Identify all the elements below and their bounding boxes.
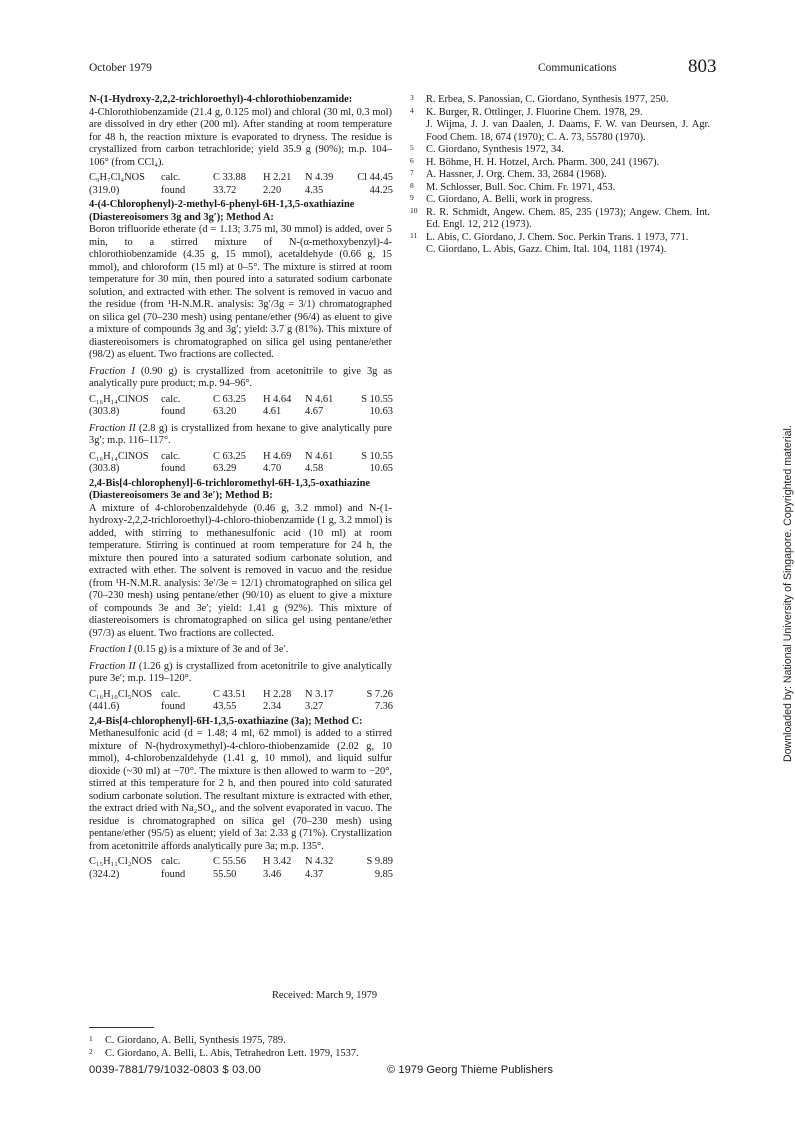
analysis-cell: 2.34	[263, 701, 282, 712]
analysis-cell: calc.	[161, 172, 181, 183]
reference-text: M. Schlosser, Bull. Soc. Chim. Fr. 1971, 453.	[426, 181, 616, 193]
elemental-analysis	[89, 856, 392, 881]
running-header-date: October 1979	[89, 62, 152, 74]
analysis-cell: found	[161, 463, 186, 474]
download-watermark	[768, 332, 794, 762]
fraction-label: Fraction I	[89, 644, 132, 655]
section-heading: N-(1-Hydroxy-2,2,2-trichloroethyl)-4-chlorothiobenzamide:	[89, 94, 353, 105]
analysis-cell: N 4.39	[305, 172, 334, 183]
analysis-cell: (303.8)	[89, 463, 120, 474]
fraction-label: Fraction I	[89, 365, 135, 377]
analysis-cell: S 7.26	[366, 688, 393, 700]
footnote-1	[89, 1035, 286, 1048]
reference-text: R. Erbea, S. Panossian, C. Giordano, Synthesis 1977, 250.	[426, 94, 669, 105]
elemental-analysis	[89, 689, 392, 714]
reference-item	[410, 157, 710, 170]
analysis-cell: H 3.42	[263, 856, 292, 867]
fraction-paragraph	[89, 366, 392, 391]
reference-mark: 11	[410, 230, 418, 240]
analysis-cell: 4.67	[305, 406, 324, 417]
reference-item	[410, 94, 710, 107]
analysis-cell: calc.	[161, 856, 181, 867]
analysis-cell: N 3.17	[305, 688, 334, 700]
analysis-cell: found	[161, 868, 186, 880]
analysis-cell: S 9.89	[366, 856, 393, 867]
download-watermark-text: Downloaded by: National University of Singapore. Copyrighted material.	[782, 425, 794, 762]
reference-mark: 6	[410, 155, 414, 165]
reference-mark: 4	[410, 105, 414, 115]
reference-mark: 9	[410, 193, 414, 202]
reference-text: A. Hassner, J. Org. Chem. 33, 2684 (1968).	[426, 169, 607, 180]
analysis-cell: 9.85	[374, 868, 393, 880]
fraction-paragraph	[89, 644, 392, 657]
fraction-paragraph	[89, 661, 392, 686]
received-date: Received: March 9, 1979	[272, 990, 378, 1001]
reference-text: H. Böhme, H. H. Hotzel, Arch. Pharm. 300, 241 (1967).	[426, 156, 660, 168]
analysis-cell: 4.70	[263, 463, 282, 474]
copyright-notice: © 1979 Georg Thieme Publishers	[387, 1064, 553, 1076]
analysis-cell: 4.58	[305, 463, 324, 474]
analysis-cell: (303.8)	[89, 406, 120, 417]
analysis-cell: calc.	[161, 450, 181, 462]
right-column	[410, 94, 710, 257]
section-heading: 2,4-Bis[4-chlorophenyl]-6-trichloromethyl-6H-1,3,5-oxathiazine (Diastereoisomers 3e and 3e′); Method B:	[89, 477, 370, 501]
reference-item	[410, 107, 710, 120]
body-paragraph: Methanesulfonic acid (d = 1.48; 4 ml, 62 mmol) is added to a stirred mixture of N-(hydroxymethyl)-4-chloro-thiobenzamide (2.02 g, 10 mmol), 4-chlorobenzaldehyde (1.41 g, 10 mmol), and liquid sulfur dioxide (~30 ml) at −70°. The mixture is then allowed to warm to −20°, stirred at this temperature for 2 h, and then poured into cold saturated sodium carbonate solution. The resultant mixture is extracted with ether, the extract dried with Na₂SO₄, and the solvent evaporated in vacuo. The residue is chromatographed on silica gel (70–230 mesh) using pentane/ether (95/5) as eluent; yield of 3a: 2.33 g (71%). Crystallization from acetonitrile affords analytically pure 3a; m.p. 135°.	[89, 728, 392, 852]
analysis-cell: Cl 44.45	[357, 172, 393, 183]
analysis-cell: 2.20	[263, 184, 282, 196]
analysis-cell: (324.2)	[89, 868, 120, 880]
running-header-section: Communications	[538, 62, 617, 74]
analysis-cell: N 4.61	[305, 450, 334, 462]
reference-text: C. Giordano, L. Abis, Gazz. Chim. Ital. 104, 1181 (1974).	[426, 244, 667, 255]
footnote-mark: 1	[89, 1034, 93, 1043]
analysis-cell: (441.6)	[89, 701, 120, 712]
analysis-cell: N 4.61	[305, 393, 334, 405]
reference-list	[410, 94, 710, 257]
fraction-text: (1.26 g) is crystallized from acetonitrile to give analytically pure 3e′; m.p. 119–120°.	[89, 660, 392, 684]
analysis-cell: C 43.51	[213, 688, 246, 700]
analysis-cell: 33.72	[213, 184, 237, 196]
analysis-cell: C 33.88	[213, 172, 246, 183]
reference-item	[410, 232, 710, 245]
footnote-mark: 2	[89, 1047, 93, 1056]
analysis-cell: found	[161, 184, 186, 196]
reference-mark: 10	[410, 205, 418, 215]
reference-text: C. Giordano, Synthesis 1972, 34.	[426, 144, 564, 155]
analysis-cell: 4.61	[263, 406, 282, 417]
reference-item	[410, 207, 710, 232]
analysis-cell: C₁₆H₁₀Cl₅NOS	[89, 688, 153, 700]
analysis-cell: H 2.28	[263, 688, 292, 700]
reference-text: K. Burger, R. Ottlinger, J. Fluorine Chem. 1978, 29.	[426, 106, 643, 118]
analysis-cell: calc.	[161, 688, 181, 700]
elemental-analysis	[89, 451, 392, 476]
analysis-cell: 4.35	[305, 184, 324, 196]
elemental-analysis	[89, 394, 392, 419]
footnote-2	[89, 1048, 359, 1061]
analysis-cell: C 63.25	[213, 450, 246, 462]
reference-item	[410, 144, 710, 157]
analysis-cell: C₁₅H₁₁Cl₂NOS	[89, 856, 153, 867]
section-heading: 4-(4-Chlorophenyl)-2-methyl-6-phenyl-6H-1,3,5-oxathiazine (Diastereoisomers 3g and 3g′); Method A:	[89, 199, 355, 223]
reference-text: J. Wijma, J. J. van Daalen, J. Daams, F. W. van Deursen, J. Agr. Food Chem. 18, 674 (1970); C. A. 73, 55780 (1970).	[426, 119, 710, 143]
fraction-paragraph	[89, 423, 392, 448]
section-heading: 2,4-Bis[4-chlorophenyl]-6H-1,3,5-oxathiazine (3a); Method C:	[89, 715, 363, 727]
fraction-text: (0.15 g) is a mixture of 3e and of 3e′.	[131, 644, 289, 655]
analysis-cell: 55.50	[213, 868, 237, 880]
footnote-rule	[89, 1027, 154, 1028]
fraction-label: Fraction II	[89, 422, 136, 434]
analysis-cell: H 2.21	[263, 172, 292, 183]
reference-mark: 8	[410, 180, 414, 190]
analysis-cell: 63.29	[213, 463, 237, 474]
body-paragraph: 4-Chlorothiobenzamide (21.4 g, 0.125 mol) and chloral (30 ml, 0.3 mol) are dissolved in dry ether (200 ml). After standing at room temperature for 48 h, the reaction mixture is evaporated to dryness. The residue is crystallized from carbon tetrachloride; yield 35.9 g (90%); m.p. 104–106° (from CCl₄).	[89, 106, 392, 168]
analysis-cell: calc.	[161, 393, 181, 405]
analysis-cell: 10.65	[369, 463, 393, 474]
footnote-text: C. Giordano, A. Belli, Synthesis 1975, 789.	[105, 1035, 286, 1046]
analysis-cell: 3.46	[263, 868, 282, 880]
analysis-cell: H 4.69	[263, 450, 292, 462]
analysis-cell: 44.25	[369, 184, 393, 196]
analysis-cell: found	[161, 406, 186, 417]
reference-item	[410, 169, 710, 182]
analysis-cell: found	[161, 701, 186, 712]
footnote-text: C. Giordano, A. Belli, L. Abis, Tetrahedron Lett. 1979, 1537.	[105, 1048, 359, 1059]
analysis-cell: 3.27	[305, 701, 324, 712]
analysis-cell: H 4.64	[263, 393, 292, 405]
reference-item	[410, 194, 710, 207]
fraction-text: (0.90 g) is crystallized from acetonitrile to give 3g as analytically pure product; m.p. 94–96°.	[89, 365, 393, 389]
analysis-cell: C₁₆H₁₄ClNOS	[89, 450, 149, 462]
body-paragraph: A mixture of 4-chlorobenzaldehyde (0.46 g, 3.2 mmol) and N-(1-hydroxy-2,2,2-trichloroethyl)-4-chloro-thiobenzamide (1 g, 3.2 mmol) is added, with stirring to methanesulfonic acid (10 ml) at room temperature. Stirring is continued at room temperature for 24 h, the mixture then poured into a saturated sodium carbonate solution, and extracted with ether. The solvent is removed in vacuo and the residue (from ¹H-N.M.R. analysis: 3e′/3e = 12/1) chromatographed on silica gel (70–230 mesh) using pentane/ether (90/10) as eluent to give a mixture of compounds 3e and 3e′; yield: 1.41 g (92%). This mixture of diastereoisomers is chromatographed on silica gel using pentane/ether (97/3) as eluent. Two fractions are collected.	[89, 502, 392, 639]
analysis-cell: C₁₆H₁₄ClNOS	[89, 393, 149, 405]
body-paragraph: Boron trifluoride etherate (d = 1.13; 3.75 ml, 30 mmol) is added, over 5 min, to a stirred mixture of N-(α-methoxybenzyl)-4-chlorothiobenzamide (4.35 g, 15 mmol), acetaldehyde (0.66 g, 15 mmol), and chloroform (15 ml) at 0–5°. The mixture is stirred at room temperature for 30 min, then poured into a saturated sodium carbonate solution, and extracted with ether. The solvent is removed in vacuo and the residue (from ¹H-N.M.R. analysis: 3g′/3g = 3/1) chromatographed on silica gel (70–230 mesh) using pentane/ether (96/4) as eluent to give a mixture of compounds 3g and 3g′; yield: 3.7 g (81%). This mixture of diastereoisomers is chromatographed on silica gel using pentane/ether (98/2) as eluent. Two fractions are collected.	[89, 224, 392, 360]
reference-text: L. Abis, C. Giordano, J. Chem. Soc. Perkin Trans. 1 1973, 771.	[426, 231, 689, 243]
analysis-cell: S 10.55	[361, 393, 393, 405]
left-column	[89, 94, 392, 883]
reference-mark: 5	[410, 143, 414, 152]
reference-mark: 7	[410, 168, 414, 177]
analysis-cell: S 10.55	[361, 450, 393, 462]
analysis-cell: C 63.25	[213, 393, 246, 405]
analysis-cell: 63.20	[213, 406, 237, 417]
elemental-analysis	[89, 172, 392, 197]
issn-code: 0039-7881/79/1032-0803 $ 03.00	[89, 1064, 262, 1076]
reference-item	[410, 182, 710, 195]
analysis-cell: 10.63	[369, 406, 393, 417]
reference-text: C. Giordano, A. Belli, work in progress.	[426, 194, 593, 205]
reference-item	[410, 244, 710, 257]
reference-item	[410, 119, 710, 144]
analysis-cell: C 55.56	[213, 856, 246, 867]
analysis-cell: (319.0)	[89, 184, 120, 196]
reference-text: R. R. Schmidt, Angew. Chem. 85, 235 (1973); Angew. Chem. Int. Ed. Engl. 12, 212 (1973).	[426, 206, 710, 230]
analysis-cell: 43.55	[213, 701, 237, 712]
page-number: 803	[688, 56, 717, 77]
analysis-cell: 4.37	[305, 868, 324, 880]
analysis-cell: N 4.32	[305, 856, 334, 867]
fraction-label: Fraction II	[89, 660, 136, 672]
analysis-cell: 7.36	[374, 701, 393, 712]
reference-mark: 3	[410, 93, 414, 102]
analysis-cell: C₉H₇Cl₄NOS	[89, 172, 145, 183]
fraction-text: (2.8 g) is crystallized from hexane to give analytically pure 3g′; m.p. 116–117°.	[89, 422, 392, 446]
